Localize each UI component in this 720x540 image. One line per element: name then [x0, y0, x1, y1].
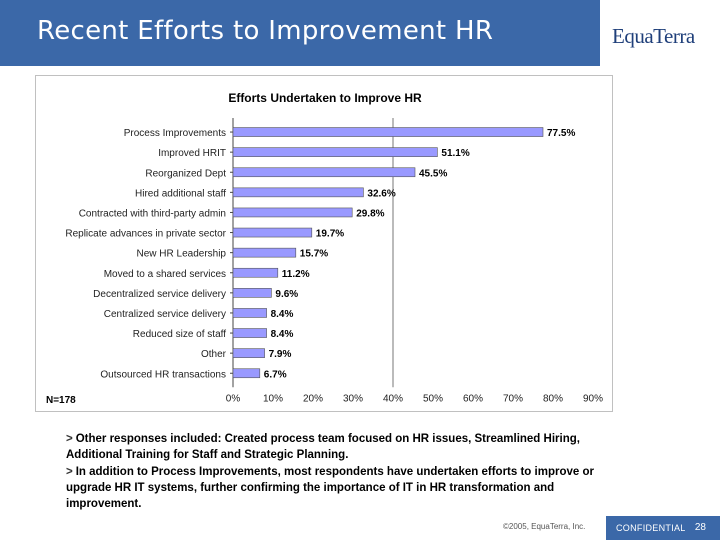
category-label: Decentralized service delivery [93, 288, 226, 300]
category-label: Improved HRIT [158, 148, 226, 160]
bar [233, 128, 543, 137]
data-label: 19.7% [315, 228, 345, 240]
data-label: 11.2% [281, 268, 310, 280]
x-tick-label: 60% [462, 393, 484, 405]
category-label: Moved to a shared services [103, 268, 226, 280]
category-label: Process Improvements [123, 128, 226, 140]
bar-chart [36, 76, 614, 413]
bullet-item [66, 464, 626, 512]
data-label: 6.7% [263, 369, 287, 381]
bar [233, 208, 352, 217]
data-label: 15.7% [299, 248, 329, 260]
bar [233, 288, 271, 297]
slide-title: Recent Efforts to Improvement HR [37, 16, 494, 46]
category-label: Replicate advances in private sector [65, 228, 226, 240]
bar [233, 228, 312, 237]
bullet-marker-icon: > [66, 433, 73, 445]
x-tick-label: 10% [262, 393, 284, 405]
x-tick-label: 70% [502, 393, 524, 405]
data-label: 77.5% [547, 128, 576, 140]
data-label: 7.9% [268, 349, 292, 361]
x-tick-label: 0% [225, 393, 241, 405]
data-label: 9.6% [275, 288, 299, 300]
category-label: Outsourced HR transactions [100, 369, 226, 381]
x-tick-label: 80% [542, 393, 564, 405]
bullet-text: Other responses included: Created process team focused on HR issues, Streamlined Hiring, Additional Training for Staff and Strategic Planning. [66, 433, 580, 461]
bar [233, 308, 267, 317]
data-label: 8.4% [270, 329, 294, 341]
x-tick-label: 90% [582, 393, 604, 405]
data-label: 45.5% [419, 168, 448, 180]
category-label: Reduced size of staff [132, 329, 226, 341]
category-label: Hired additional staff [135, 188, 226, 200]
x-tick-label: 40% [382, 393, 404, 405]
bar [233, 329, 267, 338]
x-tick-label: 30% [342, 393, 364, 405]
data-label: 8.4% [270, 308, 294, 320]
data-label: 29.8% [356, 208, 385, 220]
bullet-text: In addition to Process Improvements, most respondents have undertaken efforts to improve or upgrade HR IT systems, further confirming the importance of IT in HR transformation and improvement. [66, 466, 594, 510]
category-label: Other [200, 349, 226, 361]
bar [233, 248, 296, 257]
equaterra-logo: EquaTerra [612, 24, 695, 48]
sample-size-note: N=178 [46, 395, 76, 406]
bar [233, 168, 415, 177]
category-label: Centralized service delivery [103, 308, 226, 320]
chart-frame [35, 75, 613, 412]
footer-confidential: CONFIDENTIAL [616, 523, 686, 533]
x-tick-label: 50% [422, 393, 444, 405]
data-label: 32.6% [367, 188, 396, 200]
footer-copyright: ©2005, EquaTerra, Inc. [503, 522, 586, 531]
category-label: Reorganized Dept [145, 168, 226, 180]
data-label: 51.1% [441, 148, 470, 160]
page-number: 28 [694, 522, 706, 533]
x-tick-label: 20% [302, 393, 324, 405]
bar [233, 268, 278, 277]
bullet-item [66, 431, 626, 463]
bar [233, 369, 260, 378]
bar [233, 148, 437, 157]
bar [233, 188, 363, 197]
footer-bar [606, 516, 720, 540]
header-bar [0, 0, 600, 66]
bullet-list [66, 431, 626, 513]
bullet-marker-icon: > [66, 466, 73, 478]
category-label: New HR Leadership [136, 248, 226, 260]
bar [233, 349, 265, 358]
chart-title: Efforts Undertaken to Improve HR [228, 91, 422, 105]
category-label: Contracted with third-party admin [78, 208, 226, 220]
